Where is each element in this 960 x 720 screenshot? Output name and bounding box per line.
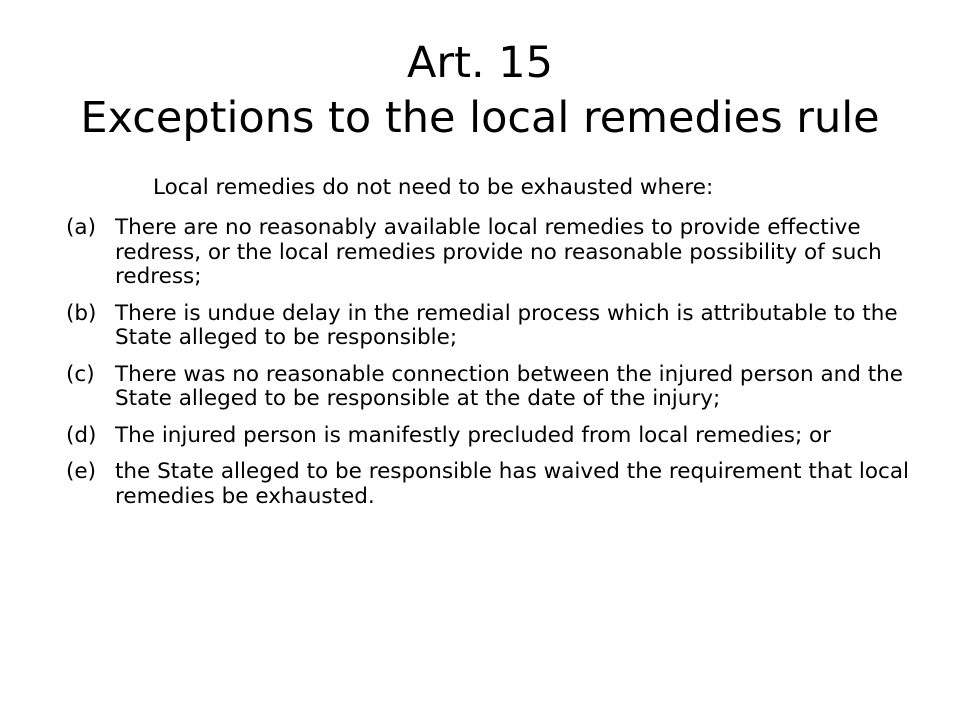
- list-marker: (a): [66, 215, 96, 240]
- slide-title: [0, 36, 960, 146]
- list-item-e: [66, 460, 946, 509]
- list-marker: (c): [66, 361, 95, 387]
- list-item-b: [66, 302, 946, 351]
- list-item-text: There are no reasonably available local remedies to provide effective redress, or the local remedies provide no reasonable possibility of such redress;: [115, 215, 882, 289]
- list-item-c: [66, 363, 946, 412]
- list-marker: (e): [66, 459, 97, 484]
- list-item-text: There was no reasonable connection between the injured person and the State alleged to be responsible at the date of the injury;: [115, 361, 904, 411]
- list-marker: (d): [66, 422, 97, 448]
- list-marker: (b): [66, 300, 97, 326]
- title-article-number: Art. 15: [406, 38, 553, 88]
- list-item-a: [66, 216, 946, 290]
- list-item-text: There is undue delay in the remedial process which is attributable to the State alleged to be responsible;: [115, 300, 898, 350]
- list-item-d: [66, 424, 946, 449]
- list-item-text: The injured person is manifestly precluded from local remedies; or: [115, 422, 832, 448]
- exceptions-list: [66, 216, 946, 521]
- list-item-text: the State alleged to be responsible has waived the requirement that local remedies be exhausted.: [115, 459, 909, 509]
- title-heading: Exceptions to the local remedies rule: [80, 93, 880, 143]
- intro-text: Local remedies do not need to be exhausted where:: [153, 175, 714, 200]
